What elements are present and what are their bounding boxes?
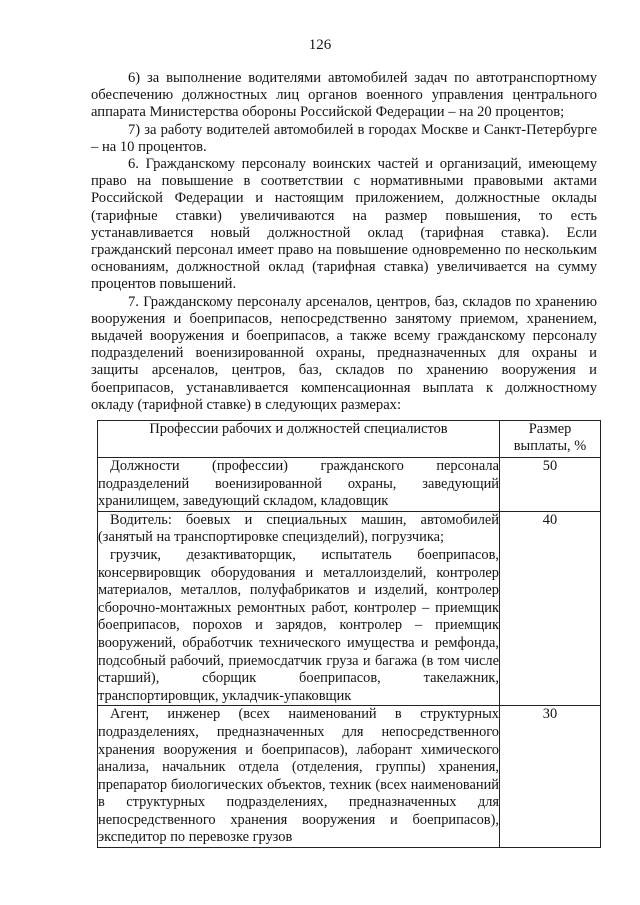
payment-table (97, 420, 601, 848)
profession-cell (98, 458, 500, 512)
profession-cell (98, 511, 500, 706)
profession-text: Должности (профессии) гражданского персонала подразделений военизированной охраны, заведующий хранилищем, заведующий складом, кладовщик (98, 458, 499, 510)
paragraph-section-6: 6. Гражданскому персоналу воинских частей и организаций, имеющему право на повышение в соответствии с нормативными правовыми актами Российской Федерации и настоящим приложением, должностные оклады (тарифные ставки) увеличиваются на размер повышения, то есть устанавливается новый должностной оклад (тарифная ставка). Если гражданский персонал имеет право на повышение одновременно по нескольким основаниям, должностной оклад (тарифная ставка) увеличивается на сумму процентов повышений. (91, 156, 597, 293)
table-row (98, 706, 601, 848)
page-number: 126 (308, 37, 332, 53)
profession-text: Агент, инженер (всех наименований в структурных подразделениях, предназначенных для непосредственного хранения вооружения и боеприпасов), лаборант химического анализа, начальник отдела (отделения, группы) хранения, препаратор биологических объектов, техник (всех наименований в структурных подразделениях, предназначенных для непосредственного хранения вооружения и боеприпасов), экспедитор по перевозке грузов (98, 706, 499, 846)
paragraph-section-7: 7. Гражданскому персоналу арсеналов, центров, баз, складов по хранению вооружения и боеприпасов, непосредственно занятому приемом, хранением, выдачей вооружения и боеприпасов, а также всему гражданскому персоналу подразделений военизированной охраны, предназначенных для охраны и защиты арсеналов, центров, баз, складов по хранению вооружения и боеприпасов, устанавливается компенсационная выплата к должностному окладу (тарифной ставке) в следующих размерах: (91, 293, 597, 413)
paragraph-item-7: 7) за работу водителей автомобилей в городах Москве и Санкт-Петербурге – на 10 процентов. (91, 121, 597, 155)
paragraph-item-6: 6) за выполнение водителями автомобилей задач по автотранспортному обеспечению должностных лиц органов военного управления центрального аппарата Министерства обороны Российской Федерации – на 20 процентов; (91, 70, 597, 121)
table-row (98, 511, 601, 706)
payment-cell: 30 (500, 706, 601, 848)
profession-text: Водитель: боевых и специальных машин, автомобилей (занятый на транспортировке специзделий), погрузчика; (98, 511, 499, 546)
profession-cell (98, 706, 500, 848)
table-header-row (98, 421, 601, 458)
payment-cell: 40 (500, 511, 601, 706)
header-profession: Профессии рабочих и должностей специалистов (98, 421, 500, 458)
table-row (98, 458, 601, 512)
header-payment: Размер выплаты, % (500, 421, 601, 458)
profession-text-continued: грузчик, дезактиваторщик, испытатель боеприпасов, консервировщик оборудования и металлоизделий, контролер материалов, металлов, полуфабрикатов и изделий, контролер сборочно-монтажных ремонтных работ, контролер – приемщик боеприпасов, порохов и зарядов, контролер – приемщик вооружений, обработчик технического имущества и ремфонда, подсобный рабочий, приемосдатчик груза и багажа (в том числе старший), сборщик боеприпасов, такелажник, транспортировщик, укладчик-упаковщик (98, 546, 499, 704)
body-text (91, 70, 597, 414)
payment-cell: 50 (500, 458, 601, 512)
